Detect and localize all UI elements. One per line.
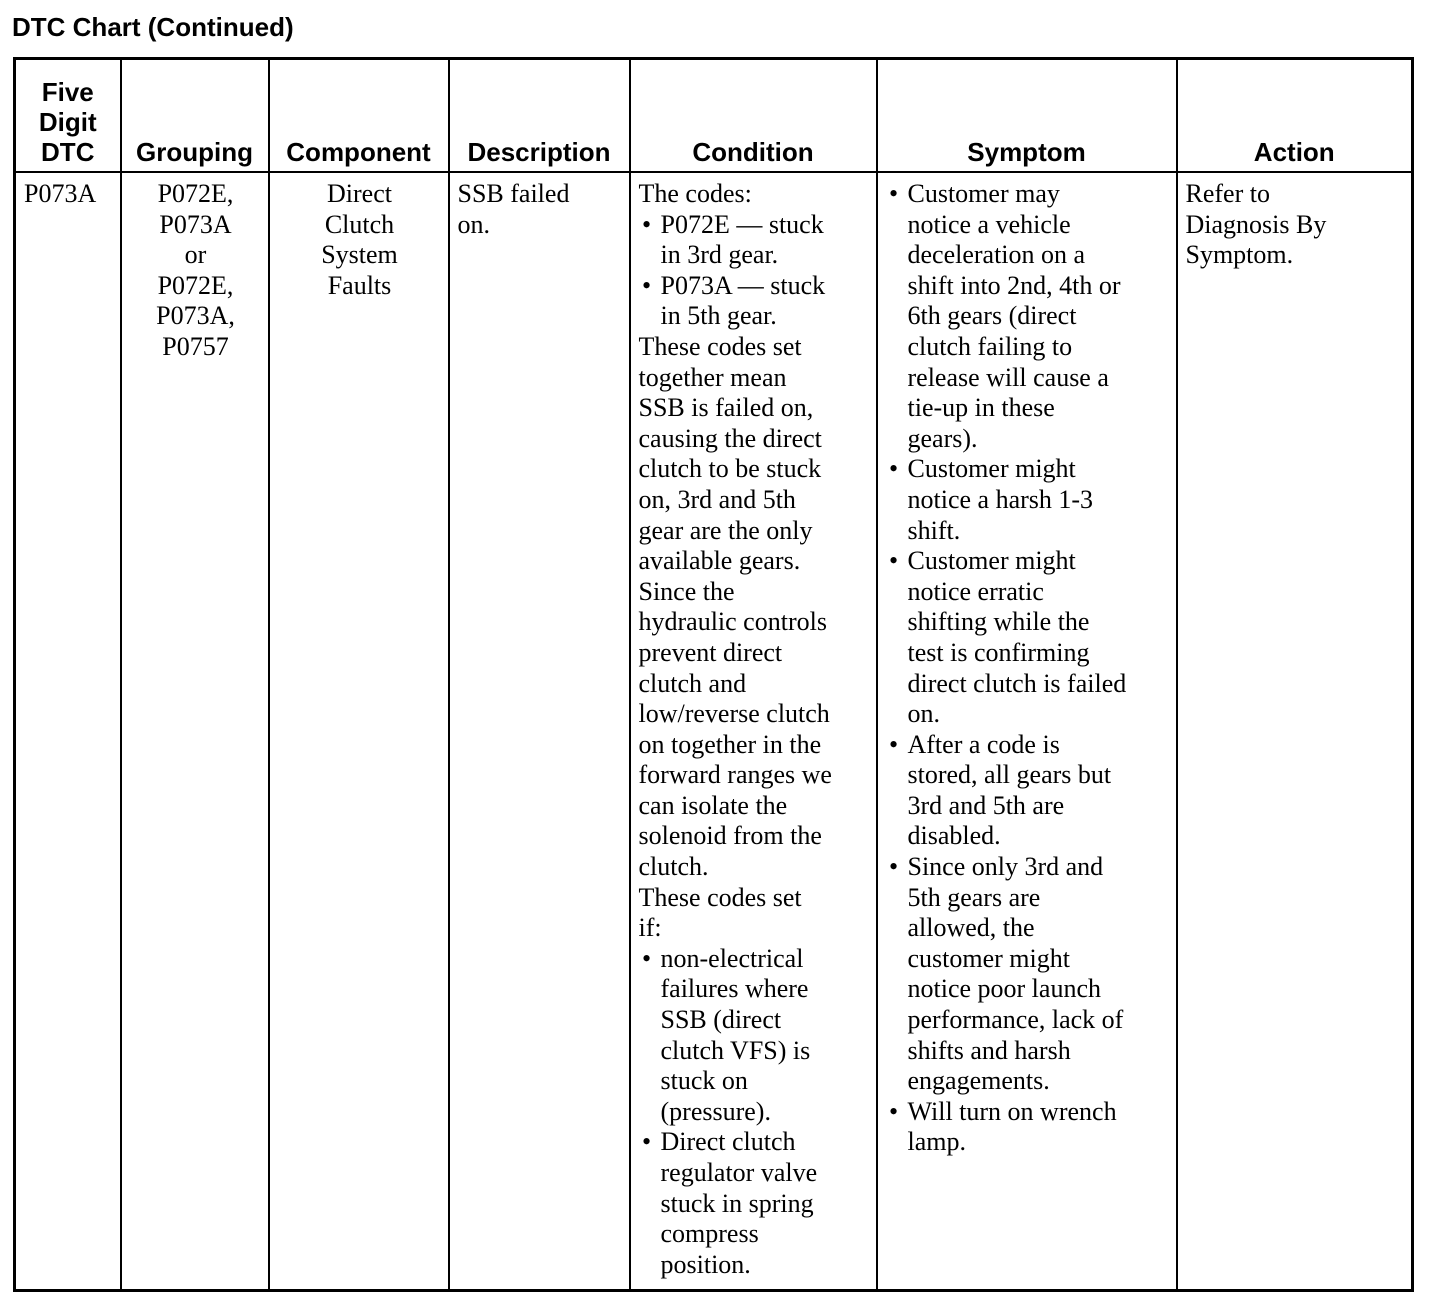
- symptom-item-line: deceleration on a: [907, 240, 1086, 270]
- symptom-item-line: shifts and harsh: [907, 1035, 1071, 1065]
- condition-code-item-line: P072E — stuck: [660, 209, 824, 239]
- bullet-icon: •: [641, 209, 652, 239]
- header-action: Action: [1177, 59, 1413, 173]
- condition-set-if-item-line: stuck in spring: [660, 1188, 814, 1218]
- condition-intro: The codes:: [638, 179, 752, 208]
- condition-paragraph: [639, 332, 870, 944]
- symptom-item-line: notice poor launch: [907, 974, 1101, 1004]
- symptom-item-line: clutch failing to: [907, 331, 1073, 361]
- symptom-item-line: disabled.: [907, 821, 1001, 851]
- table-row: [15, 172, 1413, 1291]
- cell-component: [269, 172, 449, 1291]
- component-line: Faults: [327, 270, 392, 300]
- symptom-item: [886, 730, 1170, 852]
- header-dtc: [15, 59, 121, 173]
- symptom-item-line: notice a harsh 1-3: [907, 484, 1094, 514]
- page-title: DTC Chart (Continued): [12, 12, 294, 42]
- condition-paragraph-line: Since the: [638, 576, 735, 606]
- symptom-item: [886, 546, 1170, 730]
- symptom-item-line: notice a vehicle: [907, 209, 1071, 239]
- grouping-line: or: [184, 240, 207, 270]
- header-symptom: Symptom: [877, 59, 1177, 173]
- component-line: Clutch: [324, 209, 395, 239]
- header-dtc-line: Digit: [38, 107, 97, 137]
- bullet-icon: •: [888, 1096, 899, 1126]
- symptom-item-line: lamp.: [907, 1127, 966, 1157]
- bullet-icon: •: [641, 943, 652, 973]
- condition-code-item: [639, 210, 870, 271]
- symptom-item-line: direct clutch is failed: [907, 668, 1127, 698]
- condition-code-item-line: in 3rd gear.: [660, 240, 779, 270]
- bullet-icon: •: [888, 546, 899, 576]
- cell-condition: [630, 172, 877, 1291]
- condition-paragraph-line: These codes set: [638, 331, 802, 361]
- condition-code-item: [639, 271, 870, 332]
- grouping-line: P0757: [162, 331, 229, 361]
- symptom-item-line: Customer may: [907, 179, 1060, 208]
- condition-set-if-item-line: failures where: [660, 974, 809, 1004]
- header-dtc-line: DTC: [41, 137, 95, 167]
- action-line: Diagnosis By: [1185, 209, 1327, 239]
- symptom-item-line: gears).: [907, 423, 978, 453]
- condition-paragraph-line: forward ranges we: [638, 760, 832, 790]
- grouping-line: P073A: [159, 209, 232, 239]
- condition-paragraph-line: if:: [638, 913, 662, 943]
- dtc-code: P073A: [24, 179, 97, 208]
- condition-set-if-list: [639, 944, 870, 1281]
- grouping-line: P072E,: [157, 179, 234, 208]
- condition-paragraph-line: low/reverse clutch: [638, 699, 830, 729]
- symptom-item-line: 3rd and 5th are: [907, 790, 1065, 820]
- condition-set-if-item-line: compress: [660, 1219, 759, 1249]
- condition-set-if-item-line: Direct clutch: [660, 1127, 796, 1157]
- symptom-item-line: Customer might: [907, 454, 1076, 484]
- bullet-icon: •: [641, 270, 652, 300]
- grouping-line: P073A,: [156, 301, 235, 331]
- header-condition: Condition: [630, 59, 877, 173]
- bullet-icon: •: [888, 729, 899, 759]
- bullet-icon: •: [641, 1127, 652, 1157]
- condition-set-if-item-line: (pressure).: [660, 1096, 771, 1126]
- header-grouping: Grouping: [121, 59, 269, 173]
- condition-paragraph-line: clutch.: [638, 852, 709, 882]
- bullet-icon: •: [888, 852, 899, 882]
- header-row: [15, 59, 1413, 173]
- symptom-item: [886, 1097, 1170, 1158]
- header-description: Description: [449, 59, 630, 173]
- condition-paragraph-line: on together in the: [638, 729, 822, 759]
- symptom-item-line: allowed, the: [907, 913, 1035, 943]
- condition-paragraph-line: available gears.: [638, 546, 801, 576]
- condition-set-if-item-line: SSB (direct: [660, 1005, 782, 1035]
- condition-code-item-line: in 5th gear.: [660, 301, 777, 331]
- cell-dtc: [15, 172, 121, 1291]
- condition-paragraph-line: hydraulic controls: [638, 607, 827, 637]
- cell-action: [1177, 172, 1413, 1291]
- condition-set-if-item-line: position.: [660, 1249, 751, 1279]
- bullet-icon: •: [888, 179, 899, 208]
- symptom-item-line: stored, all gears but: [907, 760, 1112, 790]
- grouping-line: P072E,: [157, 270, 234, 300]
- condition-set-if-item-line: regulator valve: [660, 1158, 818, 1187]
- symptom-item-line: Since only 3rd and: [907, 852, 1104, 882]
- condition-paragraph-line: solenoid from the: [638, 821, 822, 851]
- symptom-item-line: release will cause a: [907, 362, 1109, 392]
- condition-paragraph-line: on, 3rd and 5th: [638, 484, 796, 514]
- dtc-chart-table: [13, 57, 1414, 1292]
- symptom-item-line: 6th gears (direct: [907, 301, 1077, 331]
- symptom-item-line: 5th gears are: [907, 882, 1041, 912]
- condition-set-if-item-line: non-electrical: [660, 943, 804, 973]
- symptom-item-line: notice erratic: [907, 576, 1044, 606]
- condition-set-if-item: [639, 944, 870, 1128]
- symptom-list: [886, 179, 1170, 1158]
- condition-set-if-item-line: clutch VFS) is: [660, 1035, 811, 1065]
- condition-paragraph-line: SSB is failed on,: [638, 393, 814, 423]
- condition-codes-list: [639, 210, 870, 332]
- symptom-item-line: After a code is: [907, 729, 1060, 759]
- cell-description: [449, 172, 630, 1291]
- symptom-item-line: shift into 2nd, 4th or: [907, 270, 1121, 300]
- header-component: Component: [269, 59, 449, 173]
- symptom-item-line: customer might: [907, 943, 1070, 973]
- symptom-item-line: shifting while the: [907, 607, 1090, 637]
- condition-set-if-item-line: stuck on: [660, 1066, 748, 1096]
- symptom-item: [886, 179, 1170, 454]
- condition-paragraph-line: clutch and: [638, 668, 747, 698]
- header-dtc-line: Five: [41, 77, 94, 107]
- condition-code-item-line: P073A — stuck: [660, 270, 826, 300]
- action-line: Refer to: [1185, 179, 1270, 208]
- condition-paragraph-line: can isolate the: [638, 790, 788, 820]
- symptom-item-line: test is confirming: [907, 637, 1090, 667]
- condition-paragraph-line: causing the direct: [638, 423, 822, 453]
- symptom-item-line: Customer might: [907, 546, 1076, 576]
- symptom-item: [886, 852, 1170, 1097]
- cell-symptom: [877, 172, 1177, 1291]
- symptom-item-line: shift.: [907, 515, 961, 545]
- description-line: on.: [457, 209, 490, 239]
- action-line: Symptom.: [1185, 240, 1294, 270]
- bullet-icon: •: [888, 454, 899, 484]
- symptom-item-line: engagements.: [907, 1066, 1050, 1096]
- condition-set-if-item: [639, 1127, 870, 1280]
- symptom-item-line: Will turn on wrench: [907, 1096, 1117, 1126]
- cell-grouping: [121, 172, 269, 1291]
- condition-paragraph-line: prevent direct: [638, 637, 783, 667]
- component-line: System: [321, 240, 398, 270]
- symptom-item-line: on.: [907, 699, 940, 729]
- condition-paragraph-line: These codes set: [638, 882, 802, 912]
- condition-paragraph-line: gear are the only: [638, 515, 813, 545]
- symptom-item: [886, 454, 1170, 546]
- component-line: Direct: [327, 179, 392, 208]
- condition-paragraph-line: together mean: [638, 362, 787, 392]
- condition-paragraph-line: clutch to be stuck: [638, 454, 822, 484]
- description-line: SSB failed: [457, 179, 570, 208]
- symptom-item-line: performance, lack of: [907, 1005, 1124, 1035]
- symptom-item-line: tie-up in these: [907, 393, 1055, 423]
